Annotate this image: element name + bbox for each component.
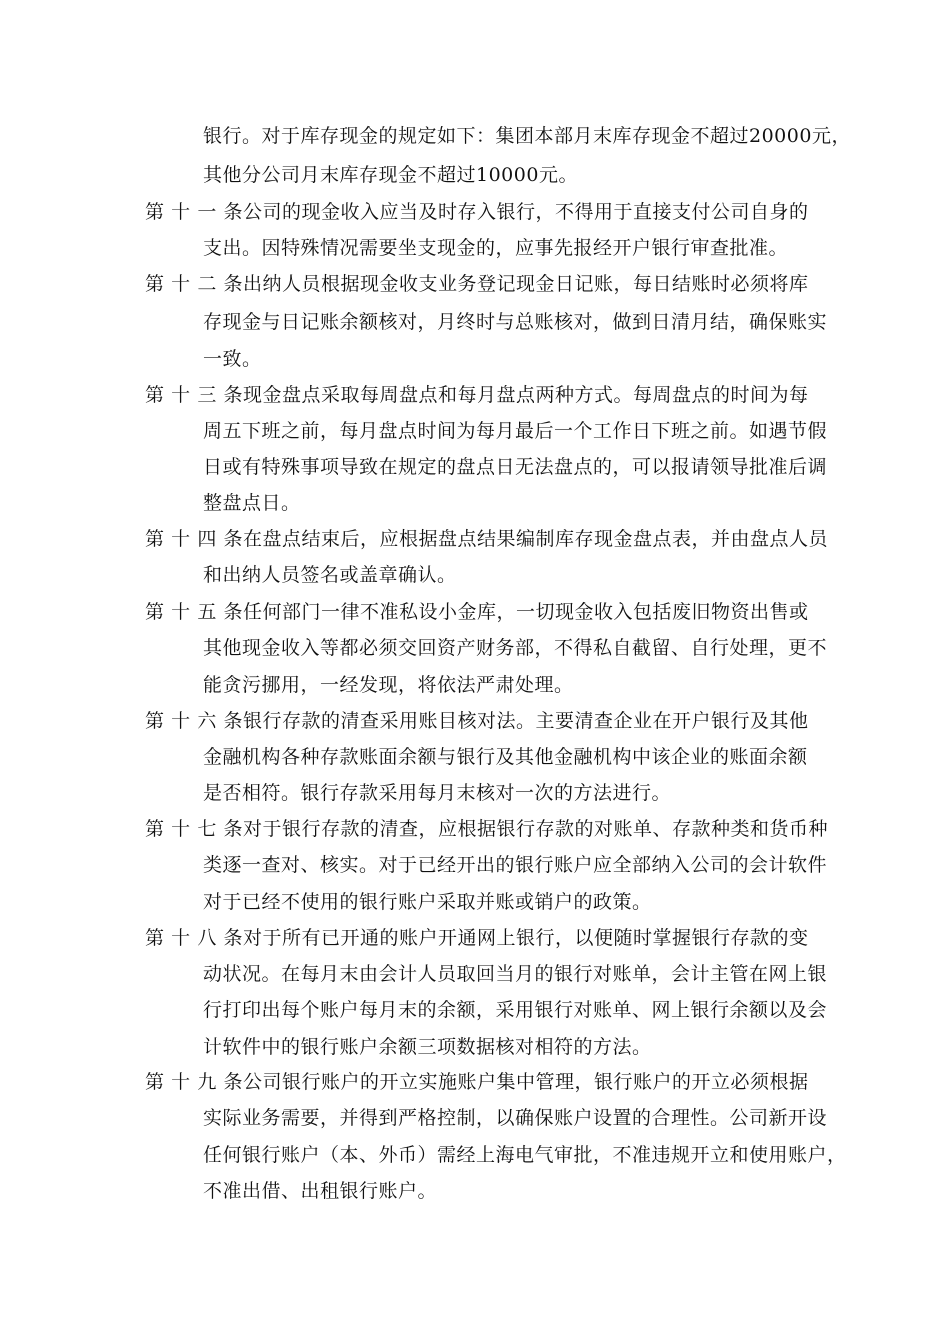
article-18-line-1 [145,926,809,950]
text-line: 其他分公司月末库存现金不超过10000元。 [203,164,578,186]
text-line: 支出。因特殊情况需要坐支现金的，应事先报经开户银行审查批准。 [203,237,789,259]
text-line: 任何银行账户（本、外币）需经上海电气审批，不准违规开立和使用账户， [203,1144,847,1166]
article-label: 第十二条 [145,273,243,295]
article-label: 第十八条 [145,927,243,949]
article-15-line-1 [145,600,809,624]
text-line: 能贪污挪用，一经发现，将依法严肃处理。 [203,674,574,696]
article-label: 第十一条 [145,201,243,223]
text-line: 计软件中的银行账户余额三项数据核对相符的方法。 [203,1036,652,1058]
article-label: 第十九条 [145,1071,243,1093]
article-11-line-1 [145,200,809,224]
text-line: 银行存款的清查采用账目核对法。主要清查企业在开户银行及其他 [243,710,809,732]
text-line: 行打印出每个账户每月末的余额，采用银行对账单、网上银行余额以及会 [203,999,828,1021]
text-line: 存现金与日记账余额核对，月终时与总账核对，做到日清月结，确保账实 [203,311,828,333]
article-label: 第十七条 [145,818,243,840]
text-line: 和出纳人员签名或盖章确认。 [203,564,457,586]
text-line: 其他现金收入等都必须交回资产财务部，不得私自截留、自行处理，更不 [203,637,828,659]
article-label: 第十四条 [145,528,243,550]
article-13-line-1 [145,383,809,407]
text-line: 公司的现金收入应当及时存入银行，不得用于直接支付公司自身的 [243,201,809,223]
article-label: 第十三条 [145,384,243,406]
text-line: 是否相符。银行存款采用每月末核对一次的方法进行。 [203,782,672,804]
text-line: 对于已经不使用的银行账户采取并账或销户的政策。 [203,891,652,913]
text-line: 类逐一查对、核实。对于已经开出的银行账户应全部纳入公司的会计软件 [203,854,828,876]
text-line: 不准出借、出租银行账户。 [203,1180,438,1202]
article-12-line-1 [145,272,809,296]
text-line: 对于银行存款的清查，应根据银行存款的对账单、存款种类和货币种 [243,818,829,840]
article-label: 第十六条 [145,710,243,732]
text-line: 银行。对于库存现金的规定如下：集团本部月末库存现金不超过20000元， [203,125,851,147]
text-line: 在盘点结束后，应根据盘点结果编制库存现金盘点表，并由盘点人员 [243,528,829,550]
text-line: 现金盘点采取每周盘点和每月盘点两种方式。每周盘点的时间为每 [243,384,809,406]
article-14-line-1 [145,527,829,551]
text-line: 周五下班之前，每月盘点时间为每月最后一个工作日下班之前。如遇节假 [203,420,828,442]
article-16-line-1 [145,709,809,733]
text-line: 对于所有已开通的账户开通网上银行，以便随时掌握银行存款的变 [243,927,809,949]
text-line: 出纳人员根据现金收支业务登记现金日记账，每日结账时必须将库 [243,273,809,295]
article-19-line-1 [145,1070,809,1094]
text-line: 任何部门一律不准私设小金库，一切现金收入包括废旧物资出售或 [243,601,809,623]
text-line: 金融机构各种存款账面余额与银行及其他金融机构中该企业的账面余额 [203,746,808,768]
text-line: 公司银行账户的开立实施账户集中管理，银行账户的开立必须根据 [243,1071,809,1093]
text-line: 动状况。在每月末由会计人员取回当月的银行对账单，会计主管在网上银 [203,963,828,985]
article-17-line-1 [145,817,829,841]
text-line: 日或有特殊事项导致在规定的盘点日无法盘点的，可以报请领导批准后调 [203,456,828,478]
text-line: 实际业务需要，并得到严格控制，以确保账户设置的合理性。公司新开设 [203,1107,828,1129]
text-line: 一致。 [203,348,262,370]
article-label: 第十五条 [145,601,243,623]
text-line: 整盘点日。 [203,492,301,514]
